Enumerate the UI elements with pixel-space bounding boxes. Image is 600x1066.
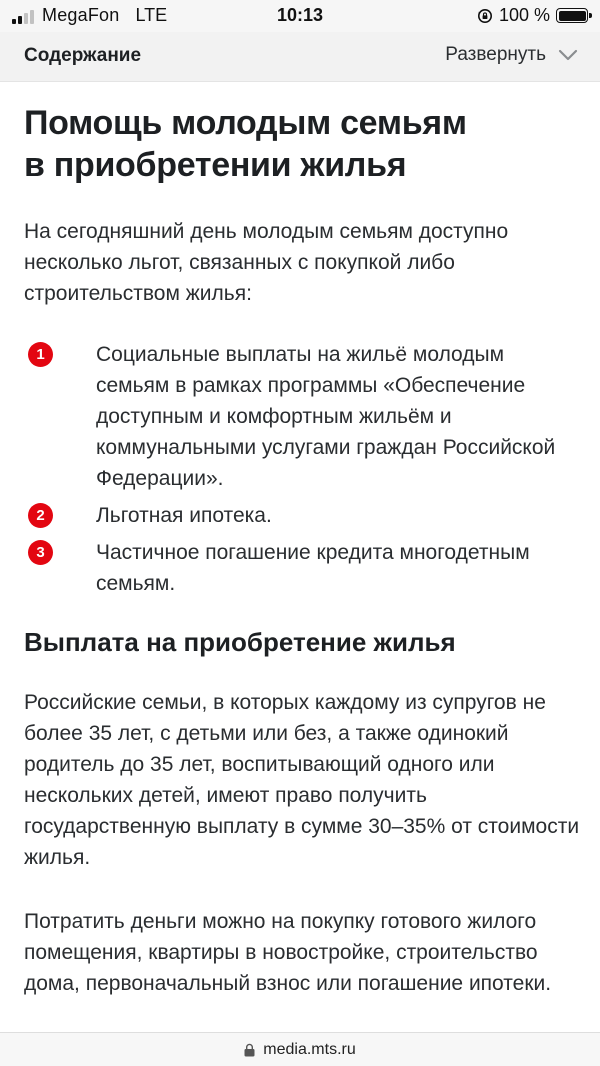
url-text: media.mts.ru	[263, 1040, 356, 1058]
toc-expand-label: Развернуть	[445, 44, 546, 65]
status-time: 10:13	[276, 5, 324, 25]
section-paragraph-1: Российские семьи, в которых каждому из супругов не более 35 лет, с детьми или без, а также одинокий родитель до 35 лет, воспитывающий одного или нескольких детей, имеют право получить государственную выплату в сумме 30–35% от стоимости жилья.	[24, 691, 580, 869]
number-badge: 3	[28, 540, 53, 565]
status-bar	[0, 0, 600, 32]
section-paragraph-2: Потратить деньги можно на покупку готового жилого помещения, квартиры в новостройке, строительство дома, первоначальный взнос или погашение ипотеки.	[24, 910, 552, 995]
toc-expand-button[interactable]	[445, 44, 578, 66]
toc-title: Содержание	[24, 45, 142, 66]
section-title: Выплата на приобретение жилья	[24, 627, 456, 657]
article	[24, 82, 580, 999]
list-item	[24, 500, 580, 531]
battery-percent: 100 %	[498, 5, 550, 25]
url-bar[interactable]	[0, 1032, 600, 1066]
list-item-text: Социальные выплаты на жильё молодым семьям в рамках программы «Обеспечение доступным и комфортным жильём и коммунальными услугами граждан Российской Федерации».	[96, 343, 556, 490]
status-right	[477, 5, 588, 26]
network-type: LTE	[135, 5, 168, 25]
list-item-text: Льготная ипотека.	[96, 504, 272, 527]
chevron-down-icon	[558, 49, 578, 61]
article-title-line2: в приобретении жилья	[24, 146, 407, 184]
battery-fill	[559, 11, 586, 21]
article-title	[24, 102, 580, 186]
list-item	[24, 339, 580, 494]
battery-icon	[556, 8, 588, 23]
lock-icon	[244, 1043, 255, 1057]
list-item-text: Частичное погашение кредита многодетным семьям.	[96, 541, 530, 595]
number-badge: 2	[28, 503, 53, 528]
list-item	[24, 537, 580, 599]
carrier-name: MegaFon	[42, 5, 120, 25]
toc-bar	[0, 32, 600, 82]
benefits-list	[24, 339, 580, 599]
intro-paragraph: На сегодняшний день молодым семьям доступно несколько льгот, связанных с покупкой либо строительством жилья:	[24, 220, 509, 305]
number-badge: 1	[28, 342, 53, 367]
article-title-line1: Помощь молодым семьям	[24, 104, 467, 142]
rotation-lock-icon	[477, 8, 493, 24]
